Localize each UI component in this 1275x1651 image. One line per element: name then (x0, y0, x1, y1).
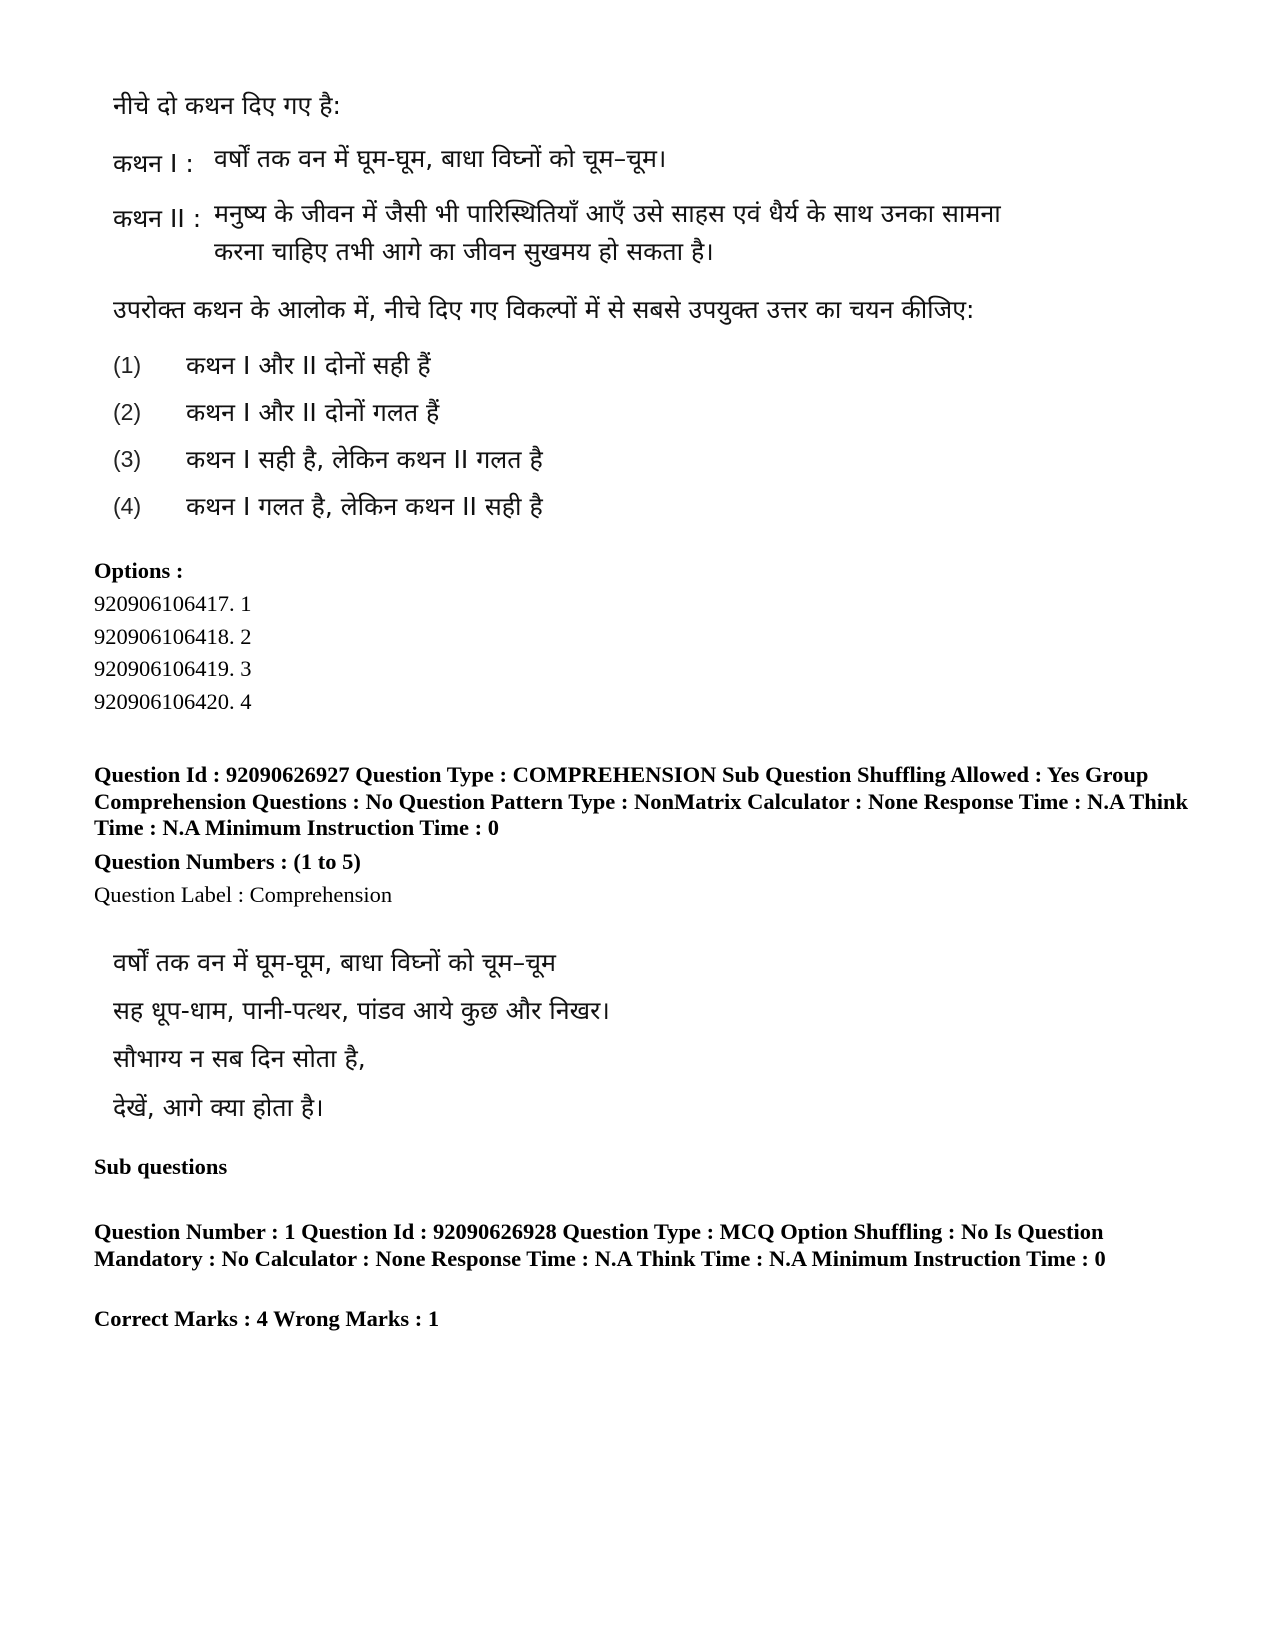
statement-1 (113, 146, 1034, 180)
statement-2-label: कथन II : (113, 204, 202, 233)
poem-line-1: वर्षों तक वन में घूम-घूम, बाधा विघ्नों को चूम–चूम (113, 948, 556, 977)
choice-number: (1) (113, 351, 142, 378)
choice-2 (113, 395, 439, 429)
choice-number: (4) (113, 492, 142, 519)
option-item: 920906106417. 1 (94, 591, 252, 616)
option-item: 920906106418. 2 (94, 623, 252, 649)
poem-line-2: सह धूप-धाम, पानी-पत्थर, पांडव आये कुछ और निखर। (113, 996, 610, 1025)
option-item: 920906106420. 4 (94, 688, 252, 714)
sub-question-meta: Question Number : 1 Question Id : 92090626928 Question Type : MCQ Option Shuffling : No Is Question Mandatory : No Calculator : None Response Time : N.A Think Time : N.A Minimum Instruction Time : 0 (94, 1219, 1106, 1271)
question-lead: नीचे दो कथन दिए गए है: (113, 91, 341, 120)
option-list (94, 590, 252, 720)
choice-4 (113, 489, 543, 523)
options-heading: Options : (94, 558, 184, 583)
choice-text: कथन I सही है, लेकिन कथन II गलत है (186, 445, 543, 474)
choice-text: कथन I और II दोनों सही हैं (186, 351, 431, 380)
choice-number: (2) (113, 398, 142, 425)
comprehension-meta: Question Id : 92090626927 Question Type : COMPREHENSION Sub Question Shuffling Allowed : Yes Group Comprehension Questions : No Question Pattern Type : NonMatrix Calculator : None Response Time : N.A Think Time : N.A Minimum Instruction Time : 0 (94, 762, 1189, 840)
choice-3 (113, 442, 543, 476)
question-numbers: Question Numbers : (1 to 5) (94, 849, 361, 874)
statement-1-text: वर्षों तक वन में घूम-घूम, बाधा विघ्नों को चूम–चूम। (214, 144, 667, 173)
poem-line-4: देखें, आगे क्या होता है। (113, 1093, 324, 1122)
choice-number: (3) (113, 445, 142, 472)
option-item: 920906106419. 3 (94, 656, 252, 681)
marks-line: Correct Marks : 4 Wrong Marks : 1 (94, 1306, 440, 1331)
poem-line-3: सौभाग्य न सब दिन सोता है, (113, 1044, 366, 1073)
choice-1 (113, 348, 431, 382)
sub-questions-heading: Sub questions (94, 1154, 228, 1179)
statement-2 (113, 201, 1034, 271)
statement-2-text: मनुष्य के जीवन में जैसी भी पारिस्थितियाँ आएँ उसे साहस एवं धैर्य के साथ उनका सामना करना चाहिए तभी आगे का जीवन सुखमय हो सकता है। (214, 199, 1001, 266)
choice-text: कथन I और II दोनों गलत हैं (186, 398, 440, 427)
question-label: Question Label : Comprehension (94, 882, 393, 907)
choice-text: कथन I गलत है, लेकिन कथन II सही है (186, 492, 543, 521)
question-instruction: उपरोक्त कथन के आलोक में, नीचे दिए गए विकल्पों में से सबसे उपयुक्त उत्तर का चयन कीजिए: (113, 295, 975, 324)
statement-1-label: कथन I : (113, 149, 194, 178)
